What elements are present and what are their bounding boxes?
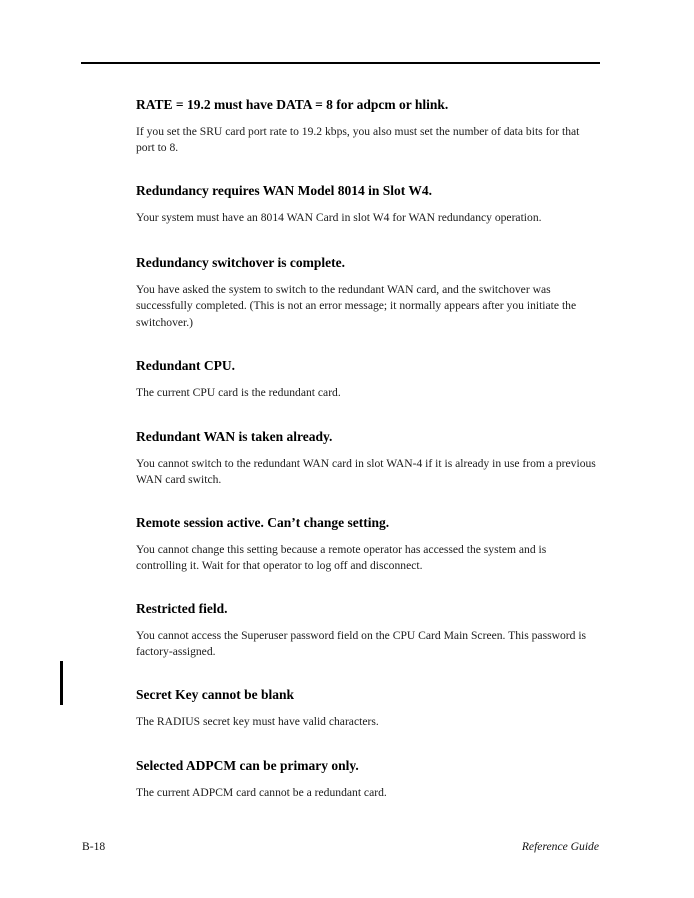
message-entry (136, 600, 600, 661)
header-rule (81, 62, 600, 64)
message-description: You cannot access the Superuser password field on the CPU Card Main Screen. This password is factory-assigned. (136, 629, 587, 659)
message-description: If you set the SRU card port rate to 19.2 kbps, you also must set the number of data bits for that port to 8. (136, 125, 580, 155)
message-entry (136, 514, 600, 575)
message-heading: Secret Key cannot be blank (136, 687, 294, 702)
message-entry (136, 757, 600, 801)
message-heading: Redundant CPU. (136, 358, 236, 373)
message-description: Your system must have an 8014 WAN Card in slot W4 for WAN redundancy operation. (136, 211, 542, 224)
message-heading: Redundancy requires WAN Model 8014 in Slot W4. (136, 183, 433, 198)
message-description: You cannot change this setting because a remote operator has accessed the system and is controlling it. Wait for that operator to log off and disconnect. (136, 543, 547, 573)
message-entry (136, 357, 600, 401)
message-description: You have asked the system to switch to the redundant WAN card, and the switchover was successfully completed. (This is not an error message; it normally appears after you initiate the switchover.) (136, 283, 577, 329)
message-heading: Redundancy switchover is complete. (136, 255, 345, 270)
message-heading: Remote session active. Can’t change setting. (136, 515, 390, 530)
change-bar (60, 661, 63, 705)
message-heading: RATE = 19.2 must have DATA = 8 for adpcm or hlink. (136, 97, 449, 112)
message-description: The current CPU card is the redundant card. (136, 386, 341, 399)
message-description: The current ADPCM card cannot be a redundant card. (136, 786, 387, 799)
message-entry (136, 428, 600, 489)
message-entry (136, 686, 600, 730)
message-heading: Restricted field. (136, 601, 228, 616)
message-entry (136, 182, 600, 226)
message-entry (136, 254, 600, 331)
page-number: B-18 (82, 840, 106, 853)
message-description: The RADIUS secret key must have valid characters. (136, 715, 379, 728)
message-heading: Selected ADPCM can be primary only. (136, 758, 359, 773)
message-heading: Redundant WAN is taken already. (136, 429, 333, 444)
message-entry (136, 96, 600, 157)
guide-title: Reference Guide (521, 840, 599, 853)
message-description: You cannot switch to the redundant WAN card in slot WAN-4 if it is already in use from a previous WAN card switch. (136, 457, 596, 487)
